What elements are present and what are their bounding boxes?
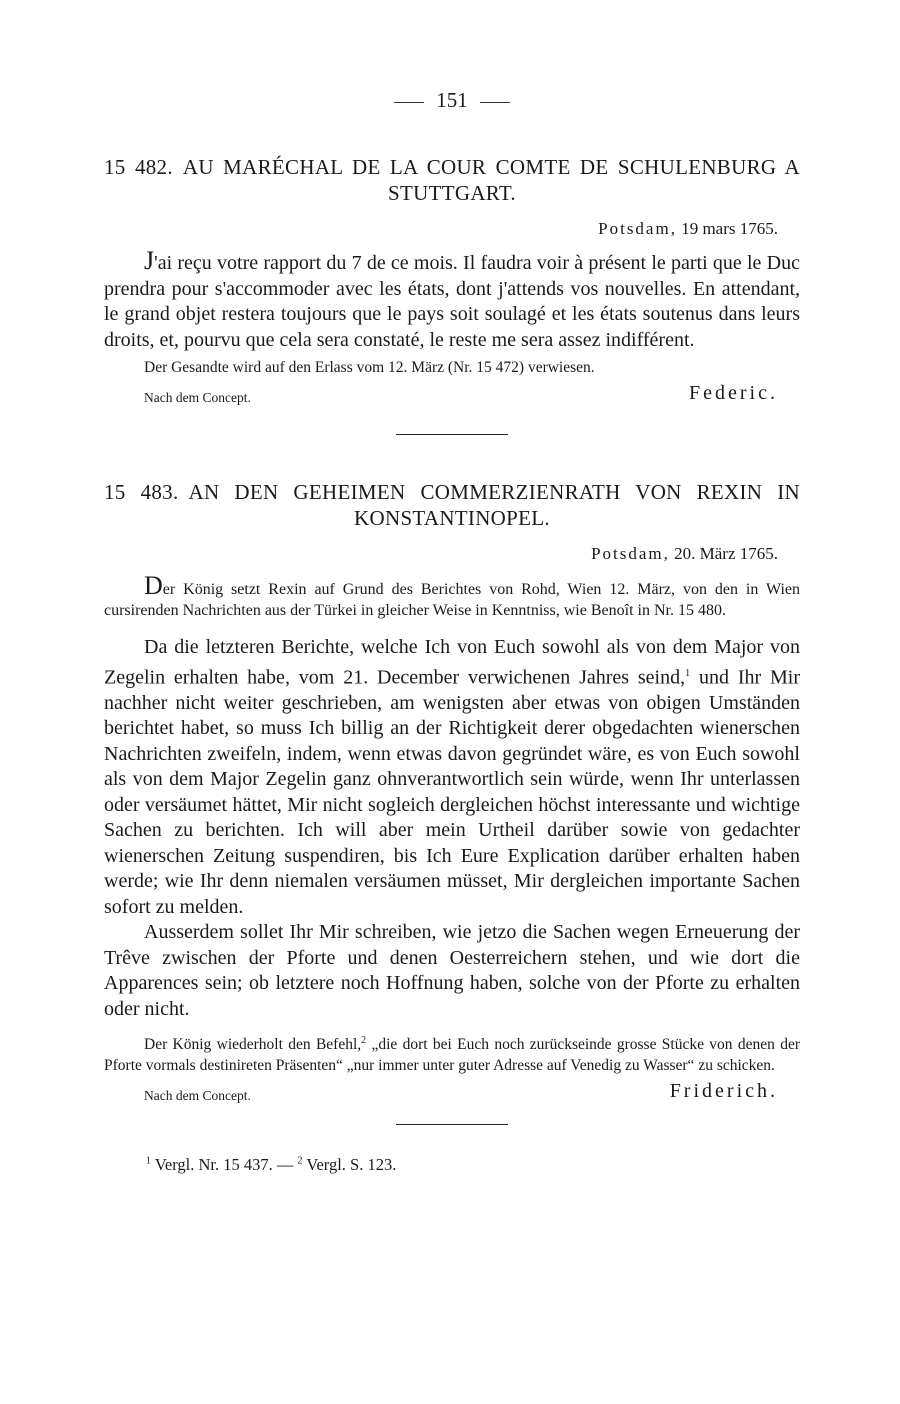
letter1-note-text: Der Gesandte wird auf den Erlass vom 12. März (Nr. 15 472) verwiesen. [144,359,595,376]
section-divider [396,434,508,435]
footnote-ref-1: 1 [685,667,691,679]
letter2-note-paragraph [104,1030,800,1076]
letter2-para1-a: Da die letzteren Berichte, welche Ich von Euch sowohl als von dem Major von Zegelin erhalten habe, vom 21. December verwichenen Jahres seind, [104,636,800,689]
letter1-number: 15 482. [104,155,173,179]
letter2-summary-paragraph [104,571,800,621]
letter2-signature-line [104,1080,800,1106]
letter1-title: AU MARÉCHAL DE LA COUR COMTE DE SCHULENBURG A STUTTGART. [182,155,800,205]
letter2-para1-b: und Ihr Mir nachher nicht weiter geschrieben, am wenigsten aber etwas von obigen Umständen berichtet habet, so muss Ich billig an der Richtigkeit derer obgedachten wienerschen Nachrichten zweifeln, indem, wenn etwas davon gegründet wäre, es von Euch sowohl als von dem Major Zegelin ganz ohnverantwortlich sein würde, wenn Ihr unterlassen oder versäumet hättet, Mir nicht sogleich dergleichen höchst interessante und wichtige Sachen zu berichten. Ich will aber mein Urtheil darüber sowie von gedachter wienerschen Zeitung suspendiren, bis Ich Eure Explication darüber erhalten haben werde; wie Ihr denn niemalen versäumen müsset, Mir dergleichen importante Sachen sofort zu melden. [104,666,800,918]
letter2-number: 15 483. [104,480,179,504]
letter1-note [104,357,800,378]
letter1-place-date [104,218,800,240]
letter2-signature: Friderich. [669,1080,778,1103]
dash-right [480,102,510,103]
letter2-paragraph-2: Ausserdem sollet Ihr Mir schreiben, wie jetzo die Sachen wegen Erneuerung der Trêve zwischen der Pforte und denen Oesterreichern stehen, und wie dort die Apparences sein; ob letztere noch Hoffnung haben, solche von der Pforte zu erhalten oder nicht. [104,921,800,1020]
letter2-paragraph-1 [104,635,800,920]
letter2-note-b: „die dort bei Euch noch zurückseinde grosse Stücke von denen der Pforte vormals destinireten Präsenten“ „nur immer unter guter Adresse auf Venedig zu Wasser“ zu schicken. [104,1036,801,1075]
letter1-signature-line [104,382,800,408]
letter2-date: 20. März 1765. [674,544,778,563]
page-number: 151 [436,88,468,112]
letter1-paragraph [104,248,800,353]
letter2-body [104,635,800,1022]
footnote-ref-2: 2 [361,1035,367,1047]
letter2-note-a: Der König wiederholt den Befehl, [144,1036,362,1054]
footnote-2-text: Vergl. S. 123. [302,1155,397,1175]
letter2-source: Nach dem Concept. [144,1088,251,1104]
letter1-source: Nach dem Concept. [144,390,251,405]
letter1-body [104,248,800,353]
footnote-1-text: Vergl. Nr. 15 437. — [151,1155,298,1175]
letter1-date: 19 mars 1765. [681,219,778,238]
letter1-heading [104,154,800,206]
letter1-place: Potsdam, [598,219,677,238]
letter2-title: AN DEN GEHEIMEN COMMERZIENRATH VON REXIN IN KONSTANTINOPEL. [188,480,800,530]
letter2-place: Potsdam, [591,544,670,563]
dash-left [394,102,424,103]
letter1-signature: Federic. [689,382,778,404]
footnotes [104,1155,800,1175]
letter2-place-date [104,543,800,565]
letter2-heading [104,479,800,531]
letter1-initial: J [144,246,155,275]
footnote-1-number: 1 [146,1155,151,1167]
page [104,84,800,1175]
letter2-summary [104,571,800,621]
letter2-note [104,1030,800,1076]
letter1-text: 'ai reçu votre rapport du 7 de ce mois. Il faudra voir à présent le parti que le Duc prendra pour s'accommoder avec les états, dont j'attends vos nouvelles. En attendant, le grand objet restera toujours que le pays soit soulagé et les états soutenus dans leurs droits, et, pourvu que cela sera constaté, le reste me sera assez indifférent. [104,252,800,351]
letter2-summary-initial: D [144,571,163,600]
letter2-summary-text: er König setzt Rexin auf Grund des Berichtes von Rohd, Wien 12. März, von den in Wien cursirenden Nachrichten aus der Türkei in gleicher Weise in Kenntniss, wie Benoît in Nr. 15 480. [104,581,800,619]
footnote-divider [396,1124,508,1125]
page-number-line [104,84,800,116]
footnote-2-number: 2 [297,1155,303,1167]
